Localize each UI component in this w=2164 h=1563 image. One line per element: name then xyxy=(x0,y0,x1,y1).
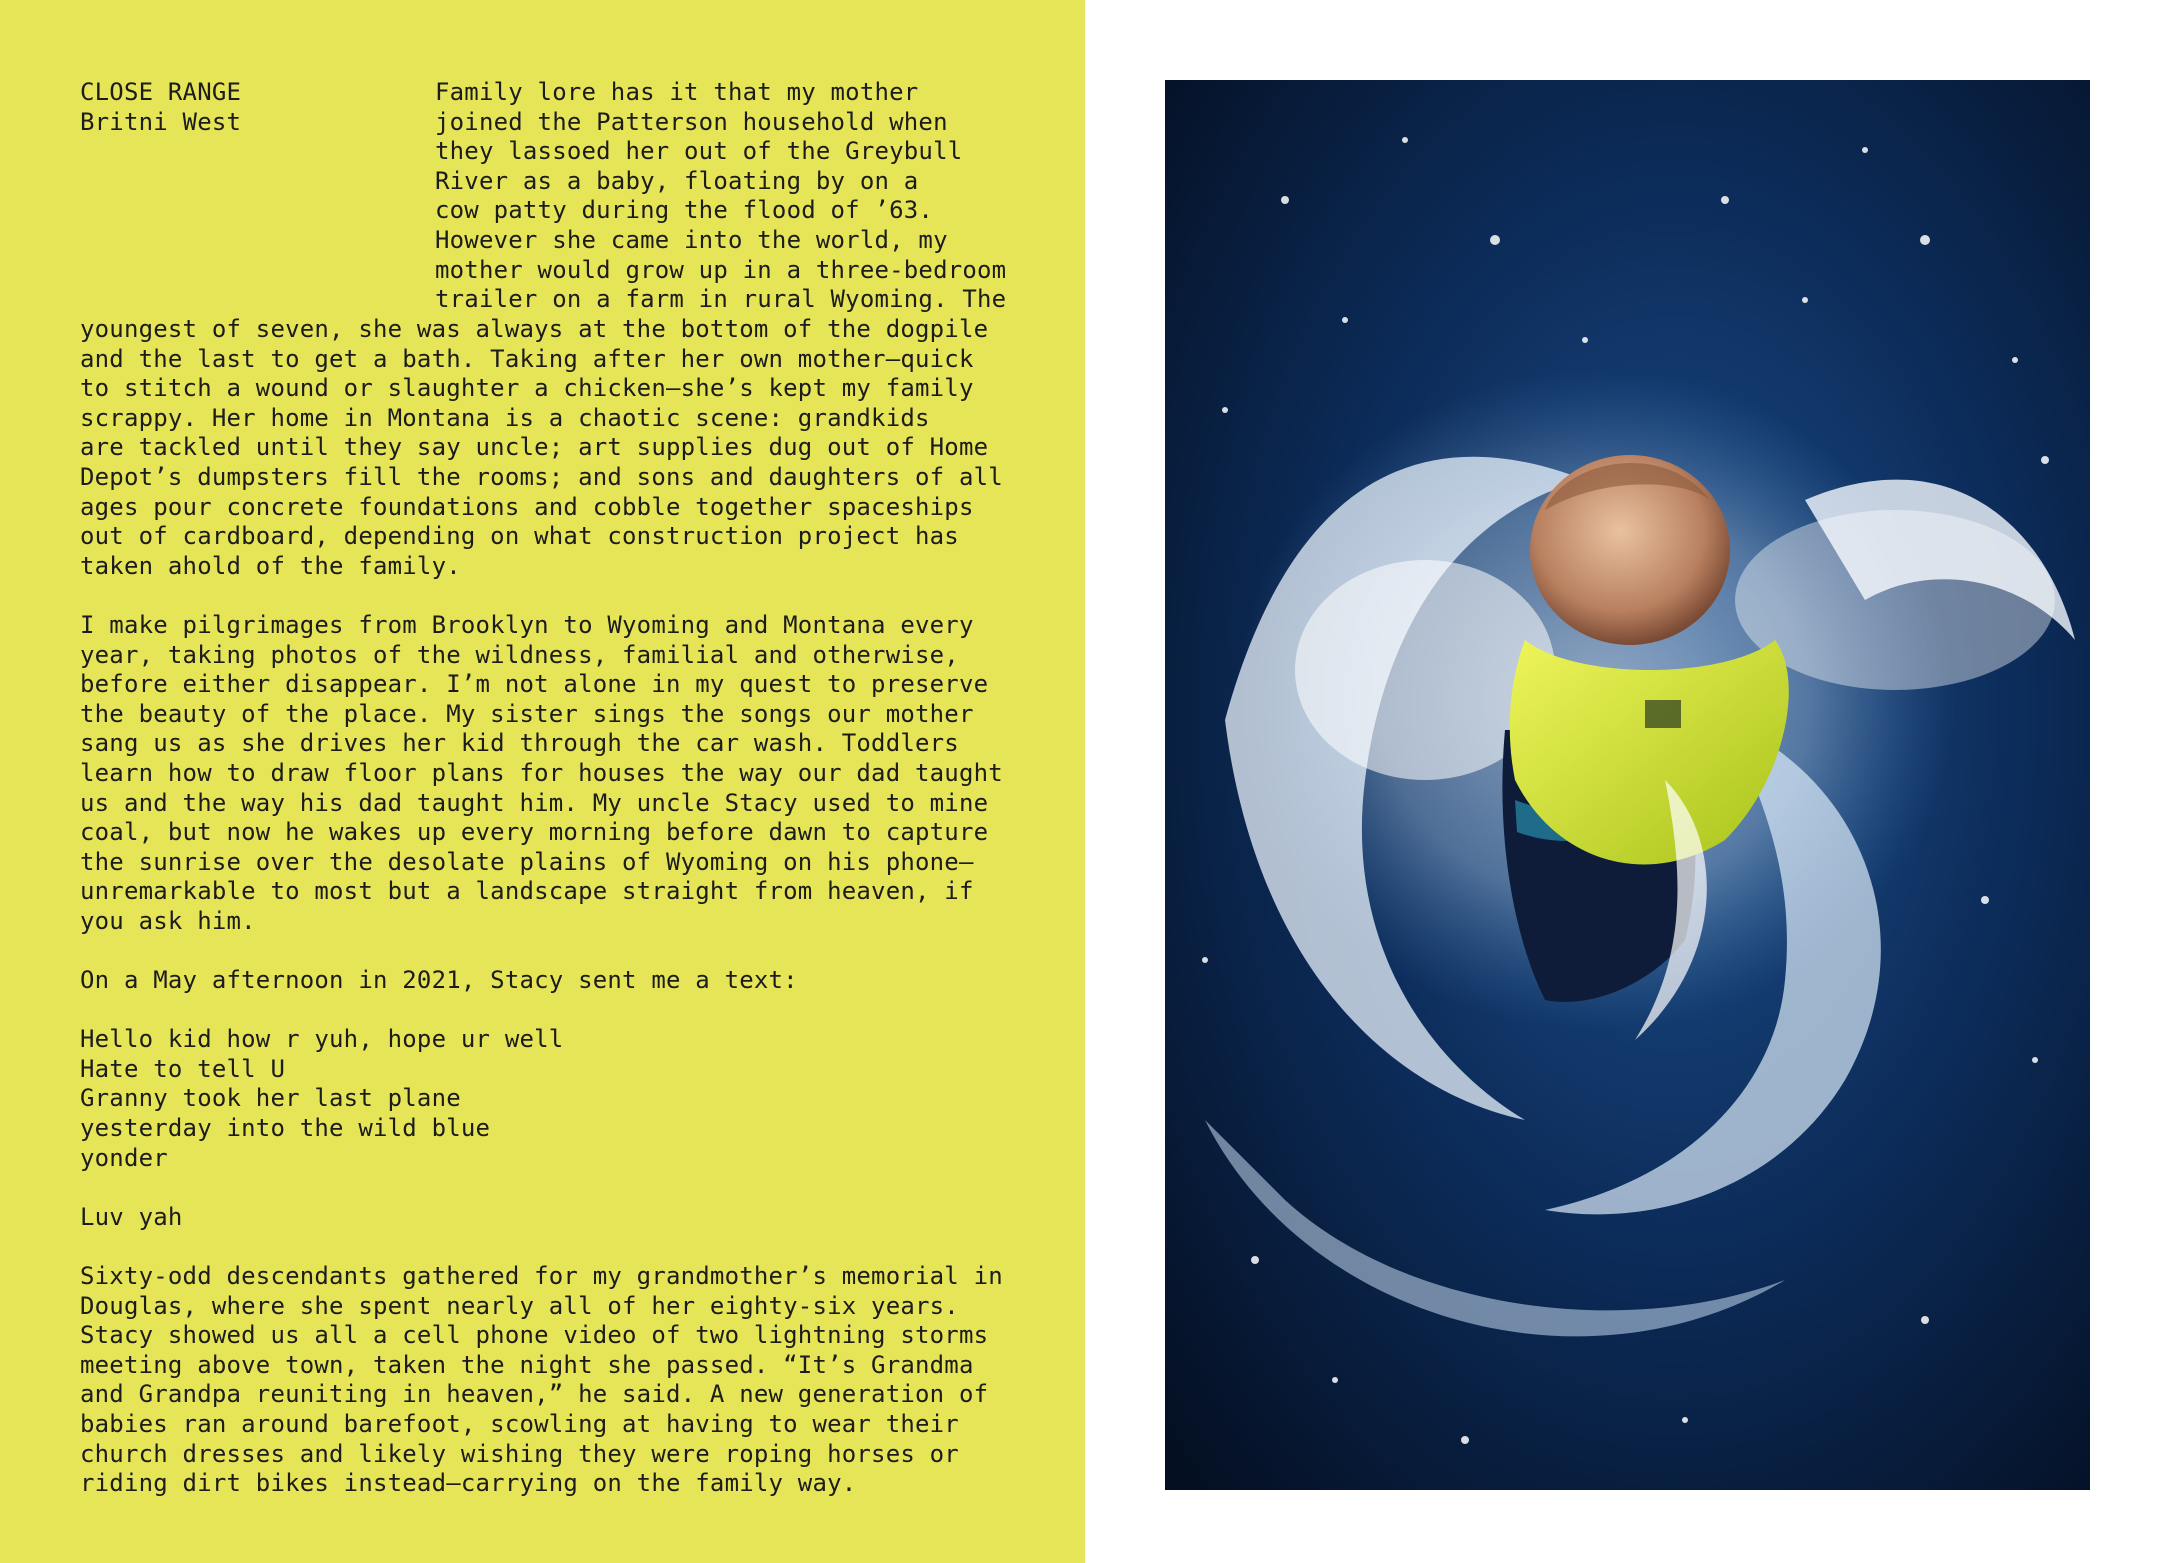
body-line: the beauty of the place. My sister sings the songs our mother xyxy=(80,699,974,728)
article-body xyxy=(80,315,1003,1499)
intro-line: cow patty during the flood of ’63. xyxy=(435,196,934,225)
body-line: babies ran around barefoot, scowling at having to wear their xyxy=(80,1409,959,1438)
body-line: youngest of seven, she was always at the bottom of the dogpile xyxy=(80,315,989,343)
text-message-line: yesterday into the wild blue xyxy=(80,1114,491,1143)
body-line: coal, but now he wakes up every morning before dawn to capture xyxy=(80,818,989,847)
intro-line: River as a baby, floating by on a xyxy=(435,166,919,195)
intro-line: mother would grow up in a three-bedroom xyxy=(435,255,1007,284)
body-line: to stitch a wound or slaughter a chicken—she’s kept my family xyxy=(80,374,974,403)
body-line: learn how to draw floor plans for houses the way our dad taught xyxy=(80,758,1003,787)
photo-child-splashing-in-water xyxy=(1165,80,2090,1490)
body-line: us and the way his dad taught him. My uncle Stacy used to mine xyxy=(80,788,989,817)
body-line: ages pour concrete foundations and cobble together spaceships xyxy=(80,492,974,521)
body-line: Douglas, where she spent nearly all of her eighty-six years. xyxy=(80,1291,959,1320)
body-line: unremarkable to most but a landscape straight from heaven, if xyxy=(80,877,974,906)
text-message-signoff: Luv yah xyxy=(80,1202,183,1231)
body-line: year, taking photos of the wildness, familial and otherwise, xyxy=(80,640,959,669)
article-byline xyxy=(80,78,241,137)
intro-line: However she came into the world, my xyxy=(435,225,948,254)
body-line: meeting above town, taken the night she passed. “It’s Grandma xyxy=(80,1350,974,1379)
text-message-line: Granny took her last plane xyxy=(80,1084,461,1113)
text-message-line: Hate to tell U xyxy=(80,1054,286,1083)
article-title: CLOSE RANGE xyxy=(80,78,242,106)
body-line: you ask him. xyxy=(80,906,256,935)
body-line: On a May afternoon in 2021, Stacy sent me a text: xyxy=(80,966,798,995)
article-author: Britni West xyxy=(80,107,242,136)
body-line: church dresses and likely wishing they were roping horses or xyxy=(80,1439,959,1468)
body-line: taken ahold of the family. xyxy=(80,551,461,580)
body-line: I make pilgrimages from Brooklyn to Wyoming and Montana every xyxy=(80,610,974,639)
intro-line: they lassoed her out of the Greybull xyxy=(435,137,963,166)
body-line: are tackled until they say uncle; art supplies dug out of Home xyxy=(80,433,989,462)
body-line: out of cardboard, depending on what construction project has xyxy=(80,522,959,551)
body-line: and the last to get a bath. Taking after her own mother—quick xyxy=(80,344,974,373)
intro-line: joined the Patterson household when xyxy=(435,107,948,136)
body-line: Depot’s dumpsters fill the rooms; and sons and daughters of all xyxy=(80,462,1003,491)
intro-paragraph xyxy=(435,78,1006,315)
body-line: sang us as she drives her kid through the car wash. Toddlers xyxy=(80,729,959,758)
body-line: before either disappear. I’m not alone in my quest to preserve xyxy=(80,670,989,699)
body-line: and Grandpa reuniting in heaven,” he said. A new generation of xyxy=(80,1380,989,1409)
body-line: Stacy showed us all a cell phone video of two lightning storms xyxy=(80,1321,989,1350)
body-line: the sunrise over the desolate plains of Wyoming on his phone— xyxy=(80,847,974,876)
text-message-line: yonder xyxy=(80,1143,168,1172)
body-line: Sixty-odd descendants gathered for my grandmother’s memorial in xyxy=(80,1262,1003,1290)
body-line: riding dirt bikes instead—carrying on the family way. xyxy=(80,1469,857,1498)
body-line: scrappy. Her home in Montana is a chaotic scene: grandkids xyxy=(80,403,930,432)
intro-line: Family lore has it that my mother xyxy=(435,78,919,106)
intro-line: trailer on a farm in rural Wyoming. The xyxy=(435,285,1007,314)
text-message-line: Hello kid how r yuh, hope ur well xyxy=(80,1025,564,1054)
